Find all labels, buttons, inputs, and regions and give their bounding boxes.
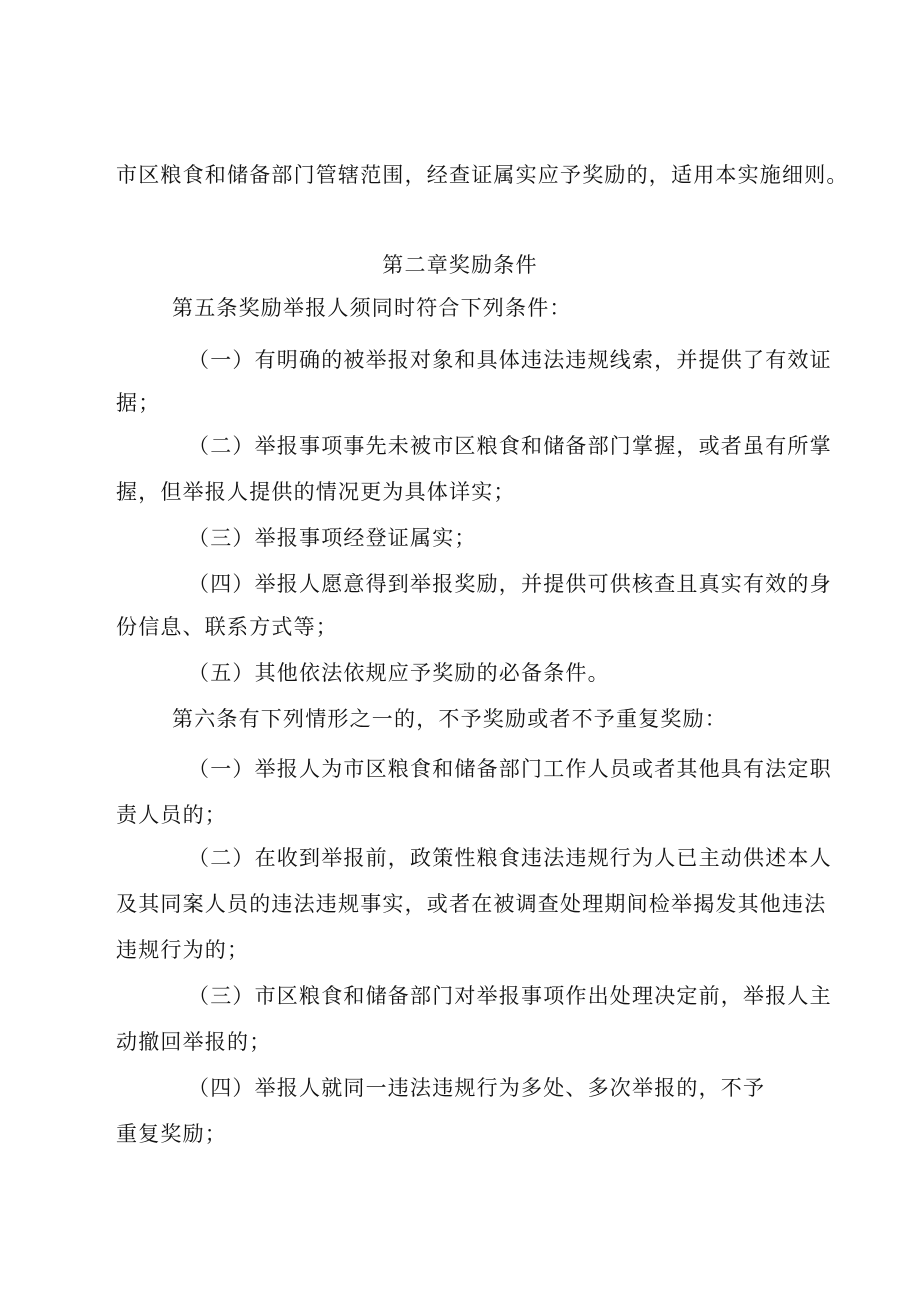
paragraph-line: 重复奖励； [116, 1122, 227, 1146]
paragraph-line: 握，但举报人提供的情况更为具体详实； [116, 480, 516, 504]
paragraph-line: 违规行为的； [116, 938, 250, 962]
article-heading: 第五条奖励举报人须同时符合下列条件： [172, 296, 572, 320]
paragraph-line: （二）举报事项事先未被市区粮食和储备部门掌握，或者虽有所掌 [188, 434, 832, 458]
paragraph-line: 及其同案人员的违法违规事实，或者在被调查处理期间检举揭发其他违法 [116, 892, 827, 916]
paragraph-line: （二）在收到举报前，政策性粮食违法违规行为人已主动供述本人 [188, 846, 832, 870]
paragraph-line: （三）举报事项经登证属实； [188, 526, 477, 550]
paragraph-line: 市区粮食和储备部门管辖范围，经查证属实应予奖励的，适用本实施细则。 [116, 163, 849, 187]
paragraph-line: （一）举报人为市区粮食和储备部门工作人员或者其他具有法定职 [188, 757, 832, 781]
paragraph-line: （五）其他依法依规应予奖励的必备条件。 [188, 661, 610, 685]
paragraph-line: （四）举报人愿意得到举报奖励，并提供可供核查且真实有效的身 [188, 572, 832, 596]
paragraph-line: （一）有明确的被举报对象和具体违法违规线索，并提供了有效证 [188, 348, 832, 372]
paragraph-line: （四）举报人就同一违法违规行为多处、多次举报的，不予 [188, 1076, 766, 1100]
article-heading: 第六条有下列情形之一的，不予奖励或者不予重复奖励： [172, 707, 727, 731]
chapter-heading: 第二章奖励条件 [382, 253, 538, 277]
paragraph-line: （三）市区粮食和储备部门对举报事项作出处理决定前，举报人主 [188, 984, 832, 1008]
paragraph-line: 动撤回举报的； [116, 1030, 272, 1054]
paragraph-line: 责人员的； [116, 803, 227, 827]
paragraph-line: 份信息、联系方式等； [116, 615, 338, 639]
paragraph-line: 据； [116, 391, 161, 415]
